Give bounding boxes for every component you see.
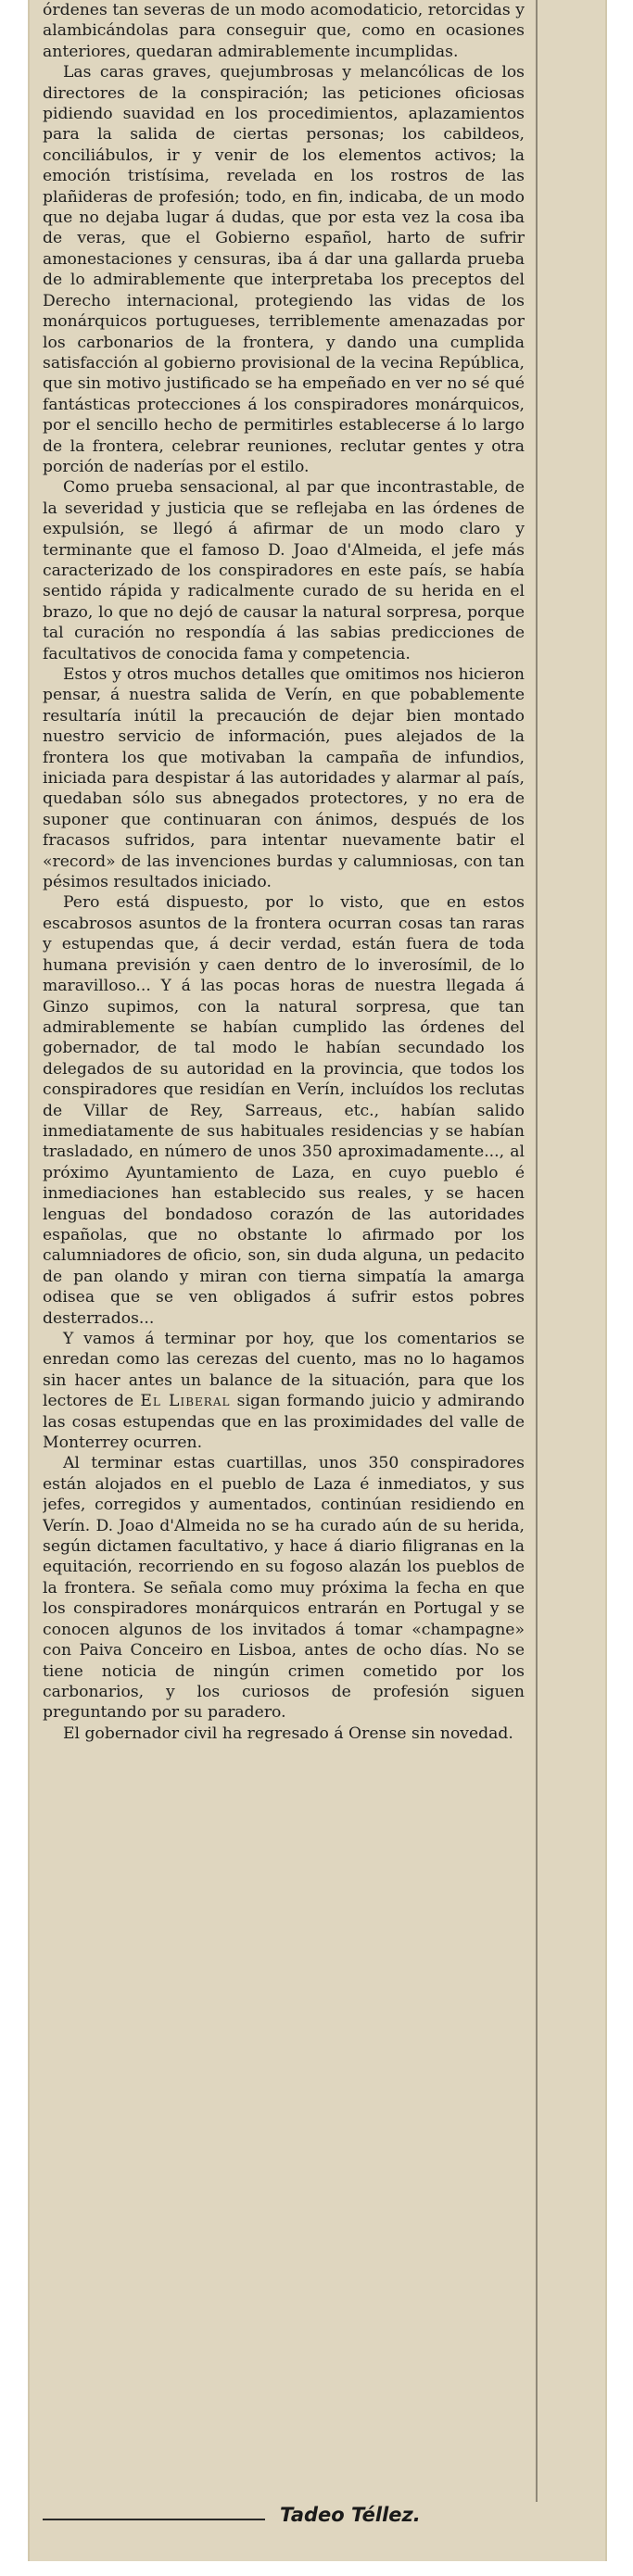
paragraph-3: Como prueba sensacional, al par que incontrastable, de la severidad y justicia que se reflejaba en las órdenes de expulsión, se llegó á afirmar de un modo claro y terminante que el famoso D. Joao d'Almeida, el jefe más caracterizado de los conspiradores en este país, se había sentido rápida y radicalmente curado de su herida en el brazo, lo que no dejó de causar la natural sorpresa, porque tal curación no respondía á las sabias predicciones de facultativos de conocida fama y competencia. xyxy=(43,478,525,663)
paragraph-4: Estos y otros muchos detalles que omitimos nos hicieron pensar, á nuestra salida de Verín, en que pobablemente resultaría inútil la precaución de dejar bien montado nuestro servicio de información, pues alejados de la frontera los que motivaban la campaña de infundios, iniciada para despistar á las autoridades y alarmar al país, quedaban sólo sus abnegados protectores, y no era de suponer que continuaran con ánimos, después de los fracasos sufridos, para intentar nuevamente batir el «record» de las invenciones burdas y calumniosas, con tan pésimos resultados iniciado. xyxy=(43,665,525,892)
newspaper-name: El Liberal xyxy=(140,1392,231,1411)
column-rule xyxy=(536,0,538,2502)
author-signature: Tadeo Téllez. xyxy=(280,2504,421,2526)
paragraph-2: Las caras graves, quejumbrosas y melancólicas de los directores de la conspiración; las peticiones oficiosas pidiendo suavidad en los procedimientos, aplazamientos para la salida de ciertas personas; los cabildeos, conciliábulos, ir y venir de los elementos activos; la emoción tristísima, revelada en los rostros de las plañideras de profesión; todo, en fin, indicaba, de un modo que no dejaba lugar á dudas, que por esta vez la cosa iba de veras, que el Gobierno español, harto de sufrir amonestaciones y censuras, iba á dar una gallarda prueba de lo admirablemente que interpretaba los preceptos del Derecho internacional, protegiendo las vidas de los monárquicos portugueses, terriblemente amenazadas por los carbonarios de la frontera, y dando una cumplida satisfacción al gobierno provisional de la vecina República, que sin motivo justificado se ha empeñado en ver no sé qué fantásticas protecciones á los conspiradores monárquicos, por el sencillo hecho de permitirles establecerse á lo largo de la frontera, celebrar reuniones, reclutar gentes y otra porción de naderías por el estilo. xyxy=(43,63,525,476)
signature-rule xyxy=(43,2519,265,2520)
paragraph-5: Pero está dispuesto, por lo visto, que en estos escabrosos asuntos de la frontera ocurran cosas tan raras y estupendas que, á decir verdad, están fuera de toda humana previsión y caen dentro de lo inverosímil, de lo maravilloso... Y á las pocas horas de nuestra llegada á Ginzo supimos, con la natural sorpresa, que tan admirablemente se habían cumplido las órdenes del gobernador, de tal modo le habían secundado los delegados de su autoridad en la provincia, que todos los conspiradores que residían en Verín, incluídos los reclutas de Villar de Rey, Sarreaus, etc., habían salido inmediatamente de sus habituales residencias y se habían trasladado, en número de unos 350 aproximadamente..., al próximo Ayuntamiento de Laza, en cuyo pueblo é inmediaciones han establecido sus reales, y se hacen lenguas del bondadoso corazón de las autoridades españolas, que no obstante lo afirmado por los calumniadores de oficio, son, sin duda alguna, un pedacito de pan olando y miran con tierna simpatía la amarga odisea que se ven obligados á sufrir estos pobres desterrados... xyxy=(43,893,525,1328)
paragraph-6-tail: sigan formando juicio y admirando las cosas estupendas que en las proximidades del valle de Monterrey ocurren. xyxy=(43,1392,525,1453)
paragraph-8: El gobernador civil ha regresado á Orense sin novedad. xyxy=(63,1724,513,1743)
signature-row xyxy=(43,2502,538,2539)
paragraph-6 xyxy=(43,1329,525,1453)
article-column xyxy=(43,0,525,2474)
paragraph-6-text: Y vamos á terminar por hoy, que los comentarios se enredan como las cerezas del cuento, mas no lo hagamos sin hacer antes un balance de la situación, para que los lectores de xyxy=(43,1330,525,1411)
paragraph-7: Al terminar estas cuartillas, unos 350 conspiradores están alojados en el pueblo de Laza é inmediatos, y sus jefes, corregidos y aumentados, continúan residiendo en Verín. D. Joao d'Almeida no se ha curado aún de su herida, según dictamen facultativo, y hace á diario filigranas en la equitación, recorriendo en su fogoso alazán los pueblos de la frontera. Se señala como muy próxima la fecha en que los conspiradores monárquicos entrarán en Portugal y se conocen algunos de los invitados á tomar «champagne» con Paiva Conceiro en Lisboa, antes de ocho días. No se tiene noticia de ningún crimen cometido por los carbonarios, y los curiosos de profesión siguen preguntando por su paradero. xyxy=(43,1454,525,1723)
paragraph-1: órdenes tan severas de un modo acomodaticio, retorcidas y alambicándolas para conseguir que, como en ocasiones anteriores, quedaran admirablemente incumplidas. xyxy=(43,1,525,61)
